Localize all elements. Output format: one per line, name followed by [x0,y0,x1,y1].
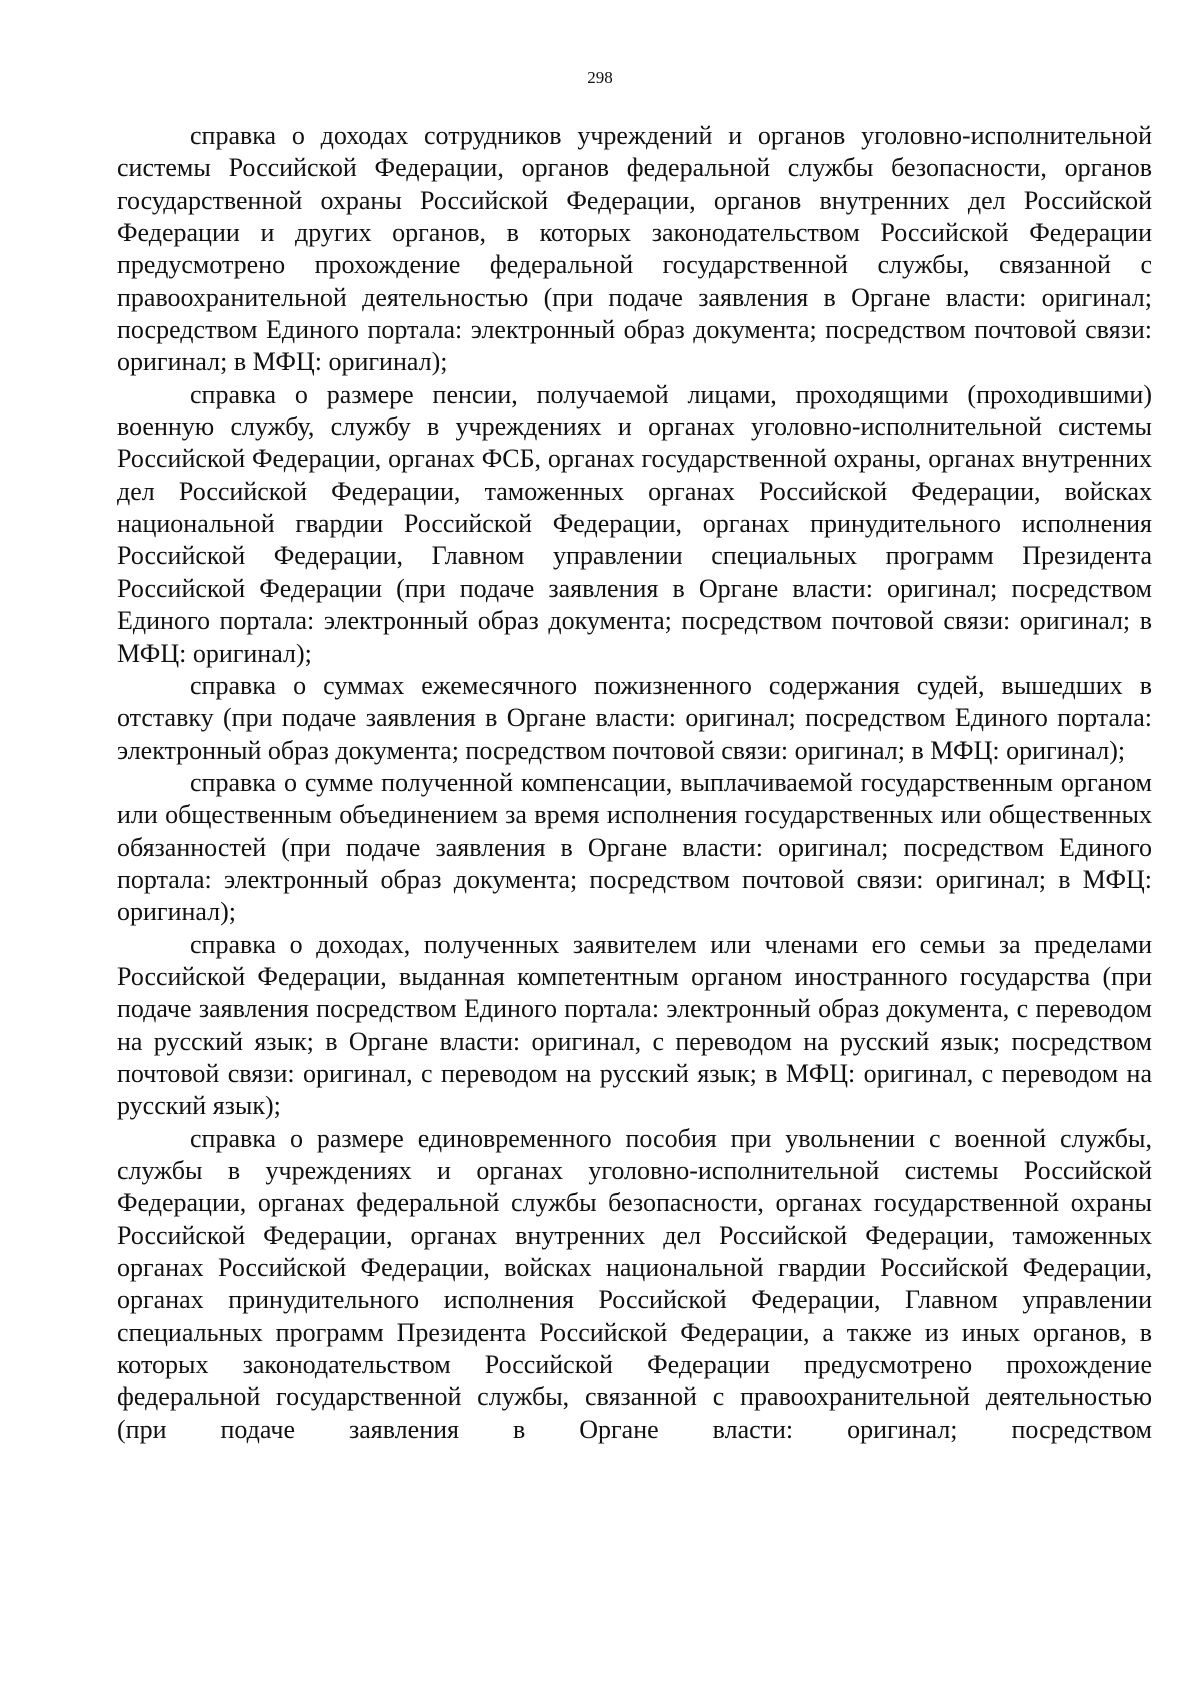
paragraph-foreign-income-certificate: справка о доходах, полученных заявителем или членами его семьи за пределами Российской Федерации, выданная компетентным органом иностранного государства (при подаче заявления посредством Единого портала: электронный образ документа, с переводом на русский язык; в Органе власти: оригинал, с переводом на русский язык; посредством почтовой связи: оригинал, с переводом на русский язык; в МФЦ: оригинал, с переводом на русский язык); [117,929,1152,1121]
paragraph-income-certificate-law-enforcement: справка о доходах сотрудников учреждений и органов уголовно-исполнительной системы Российской Федерации, органов федеральной службы безопасности, органов государственной охраны Российской Федерации, органов внутренних дел Российской Федерации и других органов, в которых законодательством Российской Федерации предусмотрено прохождение федеральной государственной службы, связанной с правоохранительной деятельностью (при подаче заявления в Органе власти: оригинал; посредством Единого портала: электронный образ документа; посредством почтовой связи: оригинал; в МФЦ: оригинал); [117,121,1152,377]
document-body [117,120,1152,1446]
paragraph-public-duties-compensation: справка о сумме полученной компенсации, выплачиваемой государственным органом или общественным объединением за время исполнения государственных или общественных обязанностей (при подаче заявления в Органе власти: оригинал; посредством Единого портала: электронный образ документа; посредством почтовой связи: оригинал; в МФЦ: оригинал); [117,767,1152,927]
paragraph-discharge-allowance-certificate: справка о размере единовременного пособия при увольнении с военной службы, службы в учреждениях и органах уголовно-исполнительной системы Российской Федерации, органах федеральной службы безопасности, органах государственной охраны Российской Федерации, органах внутренних дел Российской Федерации, таможенных органах Российской Федерации, войсках национальной гвардии Российской Федерации, органах принудительного исполнения Российской Федерации, Главном управлении специальных программ Президента Российской Федерации, а также из иных органов, в которых законодательством Российской Федерации предусмотрено прохождение федеральной государственной службы, связанной с правоохранительной деятельностью (при подаче заявления в Органе власти: оригинал; посредством [117,1123,1152,1444]
paragraph-pension-certificate: справка о размере пенсии, получаемой лицами, проходящими (проходившими) военную службу, службу в учреждениях и органах уголовно-исполнительной системы Российской Федерации, органах ФСБ, органах государственной охраны, органах внутренних дел Российской Федерации, таможенных органах Российской Федерации, войсках национальной гвардии Российской Федерации, органах принудительного исполнения Российской Федерации, Главном управлении специальных программ Президента Российской Федерации (при подаче заявления в Органе власти: оригинал; посредством Единого портала: электронный образ документа; посредством почтовой связи: оригинал; в МФЦ: оригинал); [117,379,1152,668]
paragraph-retired-judges-maintenance: справка о суммах ежемесячного пожизненного содержания судей, вышедших в отставку (при подаче заявления в Органе власти: оригинал; посредством Единого портала: электронный образ документа; посредством почтовой связи: оригинал; в МФЦ: оригинал); [117,670,1152,765]
page-number: 298 [587,68,613,87]
